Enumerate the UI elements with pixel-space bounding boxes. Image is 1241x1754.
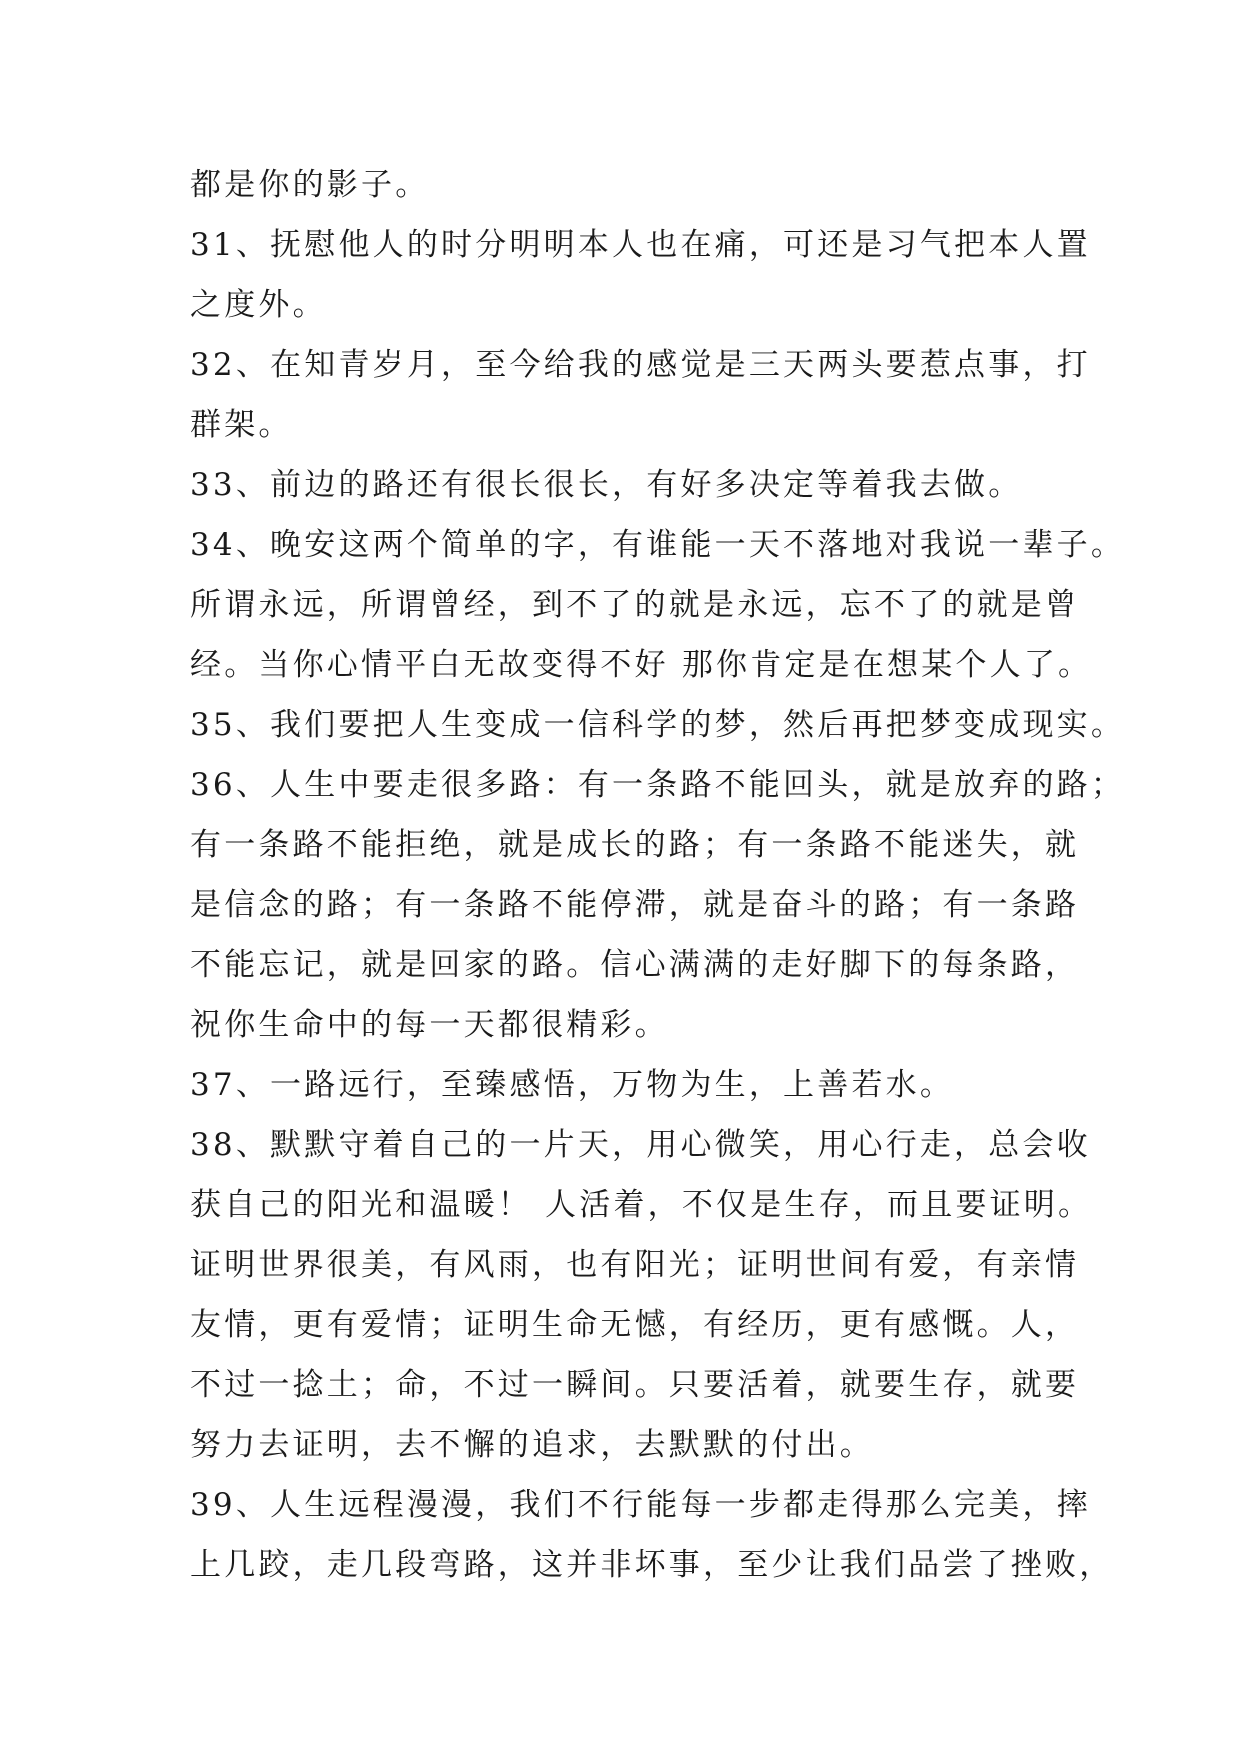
text-line: 所谓永远，所谓曾经，到不了的就是永远，忘不了的就是曾 [190, 587, 1080, 623]
text-line: 不能忘记，就是回家的路。信心满满的走好脚下的每条路， [190, 947, 1080, 983]
text-line: 36、人生中要走很多路：有一条路不能回头，就是放弃的路； [190, 767, 1126, 803]
text-line: 祝你生命中的每一天都很精彩。 [190, 1007, 669, 1043]
text-line: 证明世界很美，有风雨，也有阳光；证明世间有爱，有亲情 [190, 1247, 1080, 1283]
text-line: 38、默默守着自己的一片天，用心微笑，用心行走，总会收 [190, 1127, 1091, 1163]
text-line: 之度外。 [190, 287, 327, 323]
text-line: 友情，更有爱情；证明生命无憾，有经历，更有感慨。人， [190, 1307, 1080, 1343]
text-line: 群架。 [190, 407, 293, 443]
text-line: 获自己的阳光和温暖！ 人活着，不仅是生存，而且要证明。 [190, 1187, 1093, 1223]
text-line: 努力去证明，去不懈的追求，去默默的付出。 [190, 1427, 874, 1463]
text-line: 都是你的影子。 [190, 167, 430, 203]
text-line: 31、抚慰他人的时分明明本人也在痛，可还是习气把本人置 [190, 227, 1091, 263]
text-line: 37、一路远行，至臻感悟，万物为生，上善若水。 [190, 1067, 955, 1103]
text-line: 34、晚安这两个简单的字，有谁能一天不落地对我说一辈子。 [190, 527, 1126, 563]
text-line: 有一条路不能拒绝，就是成长的路；有一条路不能迷失，就 [190, 827, 1080, 863]
text-line: 35、我们要把人生变成一信科学的梦，然后再把梦变成现实。 [190, 707, 1126, 743]
text-line: 32、在知青岁月，至今给我的感觉是三天两头要惹点事，打 [190, 347, 1091, 383]
text-line: 是信念的路；有一条路不能停滞，就是奋斗的路；有一条路 [190, 887, 1080, 923]
text-line: 上几跤，走几段弯路，这并非坏事，至少让我们品尝了挫败， [190, 1547, 1114, 1583]
text-line: 经。当你心情平白无故变得不好 那你肯定是在想某个人了。 [190, 647, 1093, 683]
body-text [190, 155, 1126, 1595]
text-line: 不过一捻土；命，不过一瞬间。只要活着，就要生存，就要 [190, 1367, 1080, 1403]
text-line: 33、前边的路还有很长很长，有好多决定等着我去做。 [190, 467, 1023, 503]
text-line: 39、人生远程漫漫，我们不行能每一步都走得那么完美，摔 [190, 1487, 1091, 1523]
